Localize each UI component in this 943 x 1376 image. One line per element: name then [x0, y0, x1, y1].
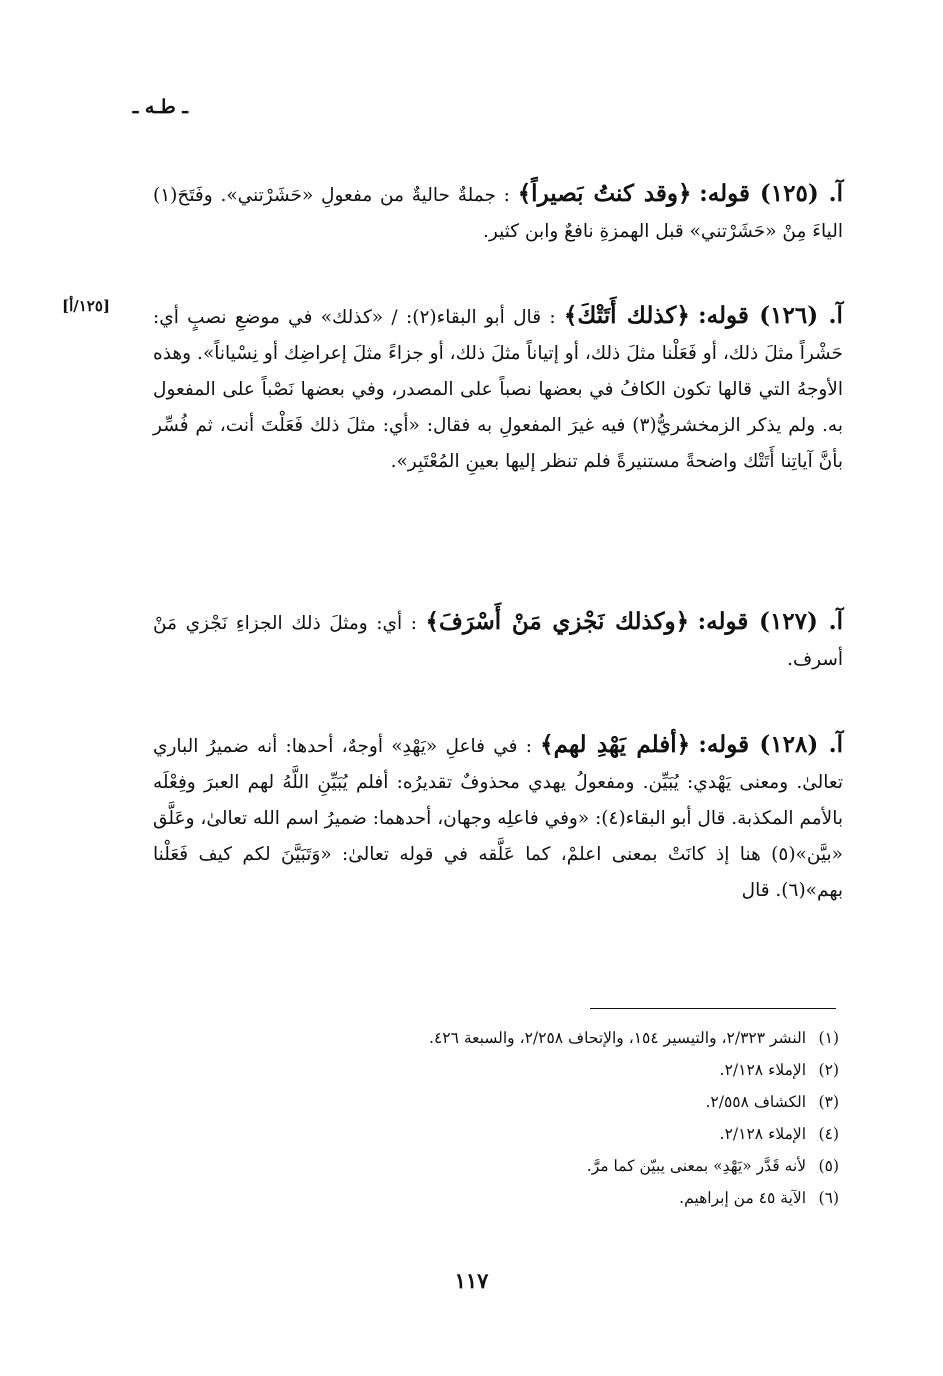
verse-lead: آ. (١٢٥) قوله: [699, 180, 843, 207]
footnote-text: الإملاء ٢/١٢٨. [719, 1061, 807, 1079]
verse-paragraph [153, 176, 843, 250]
footnote [219, 1054, 839, 1086]
verse-lead: آ. (١٢٧) قوله: [697, 608, 843, 635]
footnotes [219, 1022, 839, 1214]
footnote-text: الإملاء ٢/١٢٨. [719, 1125, 807, 1143]
footnote-text: لأنه قَدَّر «يَهْدِ» بمعنى يبيّن كما مرَّ. [586, 1157, 807, 1175]
commentary-text: : أي: ومثلَ ذلك الجزاءِ نَجْزي مَنْ أسرف. [153, 613, 843, 670]
verse-paragraph [153, 298, 843, 480]
verse-quote: ﴿كذلك أَتَتْكَ﴾ [563, 302, 690, 329]
verse-quote: ﴿وقد كنتُ بَصيراً﴾ [517, 180, 692, 207]
footnote [219, 1086, 839, 1118]
verse-lead: آ. (١٢٦) قوله: [698, 302, 843, 329]
footnote-number: (٣) [818, 1093, 839, 1111]
footnote-number: (٤) [818, 1125, 839, 1143]
footnote-number: (١) [818, 1029, 839, 1047]
commentary-text: : في فاعلِ «يَهْدِ» أوجهٌ، أحدها: أنه ضميرُ الباري تعالىٰ. ومعنى يَهْدي: يُبَيِّن. ومفعولُ يهدي محذوفٌ تقديرُه: أفلم يُبَيِّنِ اللَّهُ لهم العبرَ وفِعْلَه بالأمم المكذبة. قال أبو البقاء(٤): «وفي فاعلِه وجهان، أحدهما: ضميرُ اسم الله تعالىٰ، وعَلَّق «بيَّن»(٥) هنا إذ كانَتْ بمعنى اعلمْ، كما عَلَّقه في قوله تعالىٰ: «وَتَبَيَّنَ لكم كيف فَعَلْنا بهم»(٦). قال [153, 736, 843, 901]
running-header: ـ طـه ـ [132, 96, 188, 118]
footnote-number: (٦) [818, 1189, 839, 1207]
footnote [219, 1182, 839, 1214]
footnote-number: (٥) [818, 1157, 839, 1175]
footnote [219, 1118, 839, 1150]
footnote [219, 1150, 839, 1182]
verse-paragraph [153, 604, 843, 678]
footnote-text: الآية ٤٥ من إبراهيم. [679, 1189, 807, 1207]
page-number: ١١٧ [454, 1268, 489, 1293]
verse-paragraph [153, 727, 843, 909]
footnote-text: الكشاف ٢/٥٥٨. [705, 1093, 807, 1111]
footnote [219, 1022, 839, 1054]
verse-quote: ﴿أفلم يَهْدِ لهم﴾ [540, 731, 691, 758]
verse-quote: ﴿وكذلك نَجْزي مَنْ أَسْرَفَ﴾ [425, 608, 690, 635]
margin-reference: [١٢٥/أ] [62, 297, 111, 315]
footnote-divider [590, 1008, 836, 1009]
commentary-text: : جملةٌ حاليةٌ من مفعولِ «حَشَرْتني». وفَتَحَ(١) الياءَ مِنْ «حَشَرْتني» قبل الهمزةِ نافعٌ وابن كثير. [153, 185, 843, 242]
commentary-text: : قال أبو البقاء(٢): / «كذلك» في موضعِ نصبٍ أي: حَشْراً مثلَ ذلك، أو فَعَلْنا مثلَ ذلك، أو إتياناً مثلَ ذلك، أو جزاءً مثلَ إعراضِك أو نِسْياناً». وهذه الأوجهُ التي قالها تكون الكافُ في بعضها نصباً على المصدر، وفي بعضها نَصْباً على المفعول به. ولم يذكر الزمخشريُّ(٣) فيه غيرَ المفعولِ به فقال: «أي: مثلَ ذلك فَعَلْتَ أنت، ثم فُسِّر بأنَّ آياتِنا أَتَتْك واضحةً مستنيرةً فلم تنظر إليها بعينِ المُعْتَبِر». [153, 307, 843, 472]
verse-lead: آ. (١٢٨) قوله: [698, 731, 843, 758]
footnote-text: النشر ٢/٣٢٣، والتيسير ١٥٤، والإتحاف ٢/٢٥٨، والسبعة ٤٢٦. [429, 1029, 807, 1047]
footnote-number: (٢) [818, 1061, 839, 1079]
